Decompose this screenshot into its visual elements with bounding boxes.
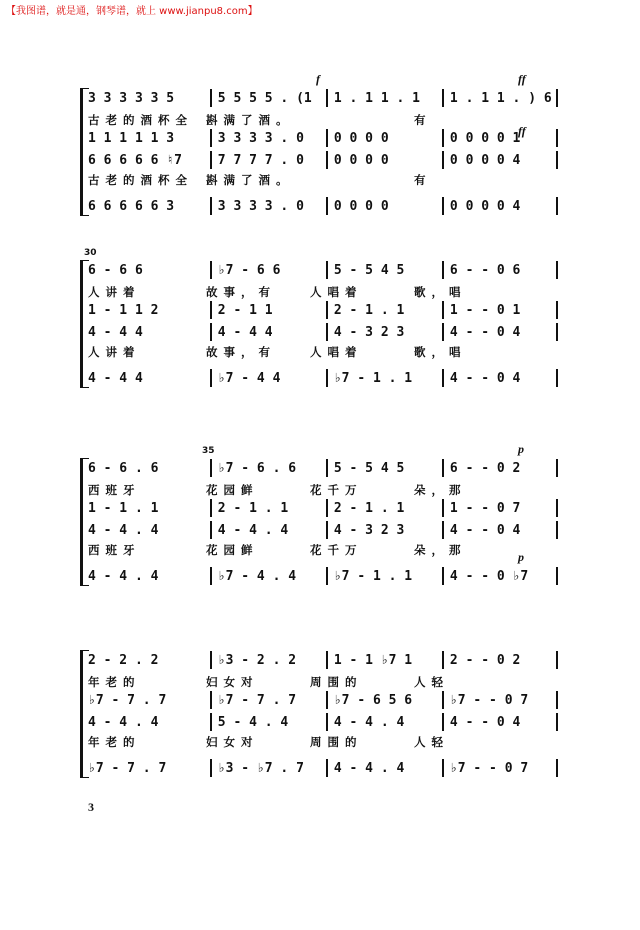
measure: 5 5 5 5 . (1: [217, 90, 312, 106]
dynamic-mark: p: [518, 442, 524, 456]
barline: [326, 261, 328, 279]
notation-row: [88, 566, 558, 586]
notation-row: [88, 458, 558, 478]
page-number: 3: [88, 800, 94, 814]
barline: [442, 129, 444, 147]
barline: [210, 261, 212, 279]
lyric-measure: 故事，有: [206, 285, 276, 299]
barline: [442, 459, 444, 477]
measure: 6 6 6 6 6 3: [88, 198, 175, 214]
measure: 2 - - 0 2: [449, 652, 521, 668]
barline: [556, 759, 558, 777]
lyric-measure: 花园鲜: [206, 543, 259, 557]
measure: ♭7 - 4 . 4: [217, 568, 297, 584]
measure: 2 - 1 . 1: [333, 302, 405, 318]
measure: 4 - 4 4: [217, 324, 273, 340]
measure: 2 - 2 . 2: [88, 652, 159, 668]
barline: [556, 499, 558, 517]
lyric-measure: 周围的: [310, 675, 363, 689]
measure: ♭7 - 6 . 6: [217, 460, 297, 476]
measure: 4 - 4 . 4: [333, 714, 405, 730]
lyric-measure: 有: [414, 173, 432, 187]
lyric-measure: 人唱着: [310, 345, 363, 359]
barline: [210, 567, 212, 585]
measure: 0 0 0 0 4: [449, 152, 521, 168]
barline: [326, 521, 328, 539]
notation-row: [88, 88, 558, 108]
measure: 4 - - 0 4: [449, 522, 521, 538]
measure: 1 - - 0 7: [449, 500, 521, 516]
lyric-measure: 花千万: [310, 543, 363, 557]
lyric-measure: 人轻: [414, 675, 449, 689]
lyric-row: [88, 170, 558, 190]
barline: [210, 323, 212, 341]
barline: [442, 499, 444, 517]
lyric-measure: 西班牙: [88, 483, 141, 497]
barline: [326, 499, 328, 517]
barline: [210, 713, 212, 731]
measure: ♭7 - 7 . 7: [88, 692, 167, 708]
measure: 0 0 0 0: [333, 198, 389, 214]
notation-row: [88, 368, 558, 388]
barline: [556, 521, 558, 539]
lyric-row: [88, 540, 558, 560]
dynamic-mark: ff: [518, 72, 526, 86]
lyric-row: [88, 342, 558, 362]
barline: [210, 197, 212, 215]
measure: 0 0 0 0 4: [449, 198, 521, 214]
barline: [326, 651, 328, 669]
barline: [210, 759, 212, 777]
dynamic-mark: ff: [518, 124, 526, 138]
barline: [442, 197, 444, 215]
lyric-row: [88, 110, 558, 130]
lyric-measure: 古老的酒杯全: [88, 113, 193, 127]
measure: 1 - 1 . 1: [88, 500, 159, 516]
barline: [442, 369, 444, 387]
measure: 6 - 6 . 6: [88, 460, 159, 476]
measure: 6 - - 0 6: [449, 262, 521, 278]
barline: [210, 89, 212, 107]
barline: [210, 369, 212, 387]
barline: [326, 89, 328, 107]
lyric-measure: 人讲着: [88, 345, 141, 359]
barline: [442, 691, 444, 709]
measure: ♭7 - - 0 7: [449, 692, 529, 708]
lyric-measure: 故事，有: [206, 345, 276, 359]
notation-row: [88, 322, 558, 342]
notation-row: [88, 260, 558, 280]
lyric-row: [88, 732, 558, 752]
barline: [556, 129, 558, 147]
barline: [326, 459, 328, 477]
barline: [556, 197, 558, 215]
measure: 3 3 3 3 3 5: [88, 90, 175, 106]
measure: ♭7 - 1 . 1: [333, 568, 413, 584]
lyric-measure: 朵，那: [414, 543, 467, 557]
barline: [326, 691, 328, 709]
measure: 2 - 1 1: [217, 302, 273, 318]
measure: 6 - 6 6: [88, 262, 143, 278]
lyric-measure: 妇女对: [206, 675, 259, 689]
measure: ♭7 - 6 6: [217, 262, 281, 278]
barline: [326, 301, 328, 319]
barline: [442, 89, 444, 107]
measure: 7 7 7 7 . 0: [217, 152, 304, 168]
notation-row: [88, 690, 558, 710]
barline: [326, 759, 328, 777]
lyric-measure: 人讲着: [88, 285, 141, 299]
measure: 1 . 1 1 . 1: [333, 90, 420, 106]
measure: 2 - 1 . 1: [333, 500, 405, 516]
measure: 2 - 1 . 1: [217, 500, 289, 516]
measure: ♭7 - 7 . 7: [217, 692, 297, 708]
watermark-header: 【我图谱，就是通，钢琴谱，就上 www.jianpu8.com】: [6, 6, 258, 17]
barline: [442, 759, 444, 777]
barline: [556, 151, 558, 169]
lyric-measure: 年老的: [88, 735, 141, 749]
measure: 4 - - 0 4: [449, 324, 521, 340]
lyric-row: [88, 672, 558, 692]
barline: [556, 369, 558, 387]
notation-row: [88, 650, 558, 670]
barline: [210, 521, 212, 539]
barline: [210, 129, 212, 147]
measure: 5 - 5 4 5: [333, 262, 405, 278]
lyric-row: [88, 480, 558, 500]
measure: 0 0 0 0: [333, 130, 389, 146]
measure: 4 - 4 4: [88, 370, 143, 386]
measure: 5 - 4 . 4: [217, 714, 289, 730]
lyric-measure: 歌，唱: [414, 285, 467, 299]
measure: 6 6 6 6 6 ♮7: [88, 152, 182, 168]
measure: 4 - 3 2 3: [333, 324, 405, 340]
measure: 4 - - 0 4: [449, 714, 521, 730]
lyric-measure: 周围的: [310, 735, 363, 749]
measure: 1 - - 0 1: [449, 302, 521, 318]
notation-row: [88, 498, 558, 518]
barline: [442, 651, 444, 669]
measure: 1 . 1 1 . ) 6: [449, 90, 552, 106]
measure: 1 1 1 1 1 3: [88, 130, 175, 146]
lyric-measure: 斟满了酒。: [206, 113, 294, 127]
barline: [556, 301, 558, 319]
lyric-measure: 人轻: [414, 735, 449, 749]
barline: [442, 521, 444, 539]
lyric-measure: 妇女对: [206, 735, 259, 749]
measure: 4 - 4 . 4: [217, 522, 289, 538]
barline: [556, 691, 558, 709]
barline: [326, 323, 328, 341]
barline: [442, 323, 444, 341]
dynamic-mark: f: [316, 72, 320, 86]
notation-row: [88, 758, 558, 778]
barline: [210, 301, 212, 319]
measure: 4 - - 0 ♭7: [449, 568, 529, 584]
measure: 4 - 4 4: [88, 324, 143, 340]
barline: [210, 459, 212, 477]
measure: ♭7 - 7 . 7: [88, 760, 167, 776]
lyric-measure: 朵，那: [414, 483, 467, 497]
barline: [442, 261, 444, 279]
barline: [326, 197, 328, 215]
notation-row: [88, 300, 558, 320]
barline: [556, 323, 558, 341]
barline: [210, 651, 212, 669]
barline: [556, 713, 558, 731]
barline: [442, 567, 444, 585]
lyric-row: [88, 282, 558, 302]
barline: [442, 301, 444, 319]
barline: [326, 129, 328, 147]
notation-row: [88, 196, 558, 216]
barline: [210, 499, 212, 517]
barline: [326, 567, 328, 585]
barline: [556, 567, 558, 585]
lyric-measure: 花园鲜: [206, 483, 259, 497]
measure: 4 - 4 . 4: [333, 760, 405, 776]
notation-row: [88, 712, 558, 732]
measure: 5 - 5 4 5: [333, 460, 405, 476]
barline: [442, 151, 444, 169]
barline: [326, 369, 328, 387]
measure: 4 - 4 . 4: [88, 568, 159, 584]
measure: 4 - - 0 4: [449, 370, 521, 386]
barline: [210, 691, 212, 709]
lyric-measure: 有: [414, 113, 432, 127]
notation-row: [88, 520, 558, 540]
measure: 3 3 3 3 . 0: [217, 130, 304, 146]
measure-number: 30: [84, 248, 97, 258]
measure: 0 0 0 0 1: [449, 130, 521, 146]
barline: [326, 713, 328, 731]
measure: 3 3 3 3 . 0: [217, 198, 304, 214]
barline: [556, 651, 558, 669]
measure-number: 35: [202, 446, 215, 456]
dynamic-mark: p: [518, 550, 524, 564]
lyric-measure: 歌，唱: [414, 345, 467, 359]
lyric-measure: 人唱着: [310, 285, 363, 299]
measure: ♭7 - 6 5 6: [333, 692, 413, 708]
measure: 4 - 3 2 3: [333, 522, 405, 538]
barline: [210, 151, 212, 169]
measure: 1 - 1 ♭7 1: [333, 652, 413, 668]
measure: ♭3 - ♭7 . 7: [217, 760, 304, 776]
lyric-measure: 斟满了酒。: [206, 173, 294, 187]
measure: 0 0 0 0: [333, 152, 389, 168]
measure: ♭7 - 1 . 1: [333, 370, 413, 386]
measure: ♭7 - 4 4: [217, 370, 281, 386]
measure: ♭7 - - 0 7: [449, 760, 529, 776]
measure: 6 - - 0 2: [449, 460, 521, 476]
barline: [556, 261, 558, 279]
barline: [326, 151, 328, 169]
notation-row: [88, 128, 558, 148]
measure: 4 - 4 . 4: [88, 522, 159, 538]
measure: 1 - 1 1 2: [88, 302, 159, 318]
barline: [556, 89, 558, 107]
notation-row: [88, 150, 558, 170]
lyric-measure: 花千万: [310, 483, 363, 497]
measure: 4 - 4 . 4: [88, 714, 159, 730]
barline: [556, 459, 558, 477]
lyric-measure: 西班牙: [88, 543, 141, 557]
lyric-measure: 年老的: [88, 675, 141, 689]
measure: ♭3 - 2 . 2: [217, 652, 297, 668]
barline: [442, 713, 444, 731]
lyric-measure: 古老的酒杯全: [88, 173, 193, 187]
